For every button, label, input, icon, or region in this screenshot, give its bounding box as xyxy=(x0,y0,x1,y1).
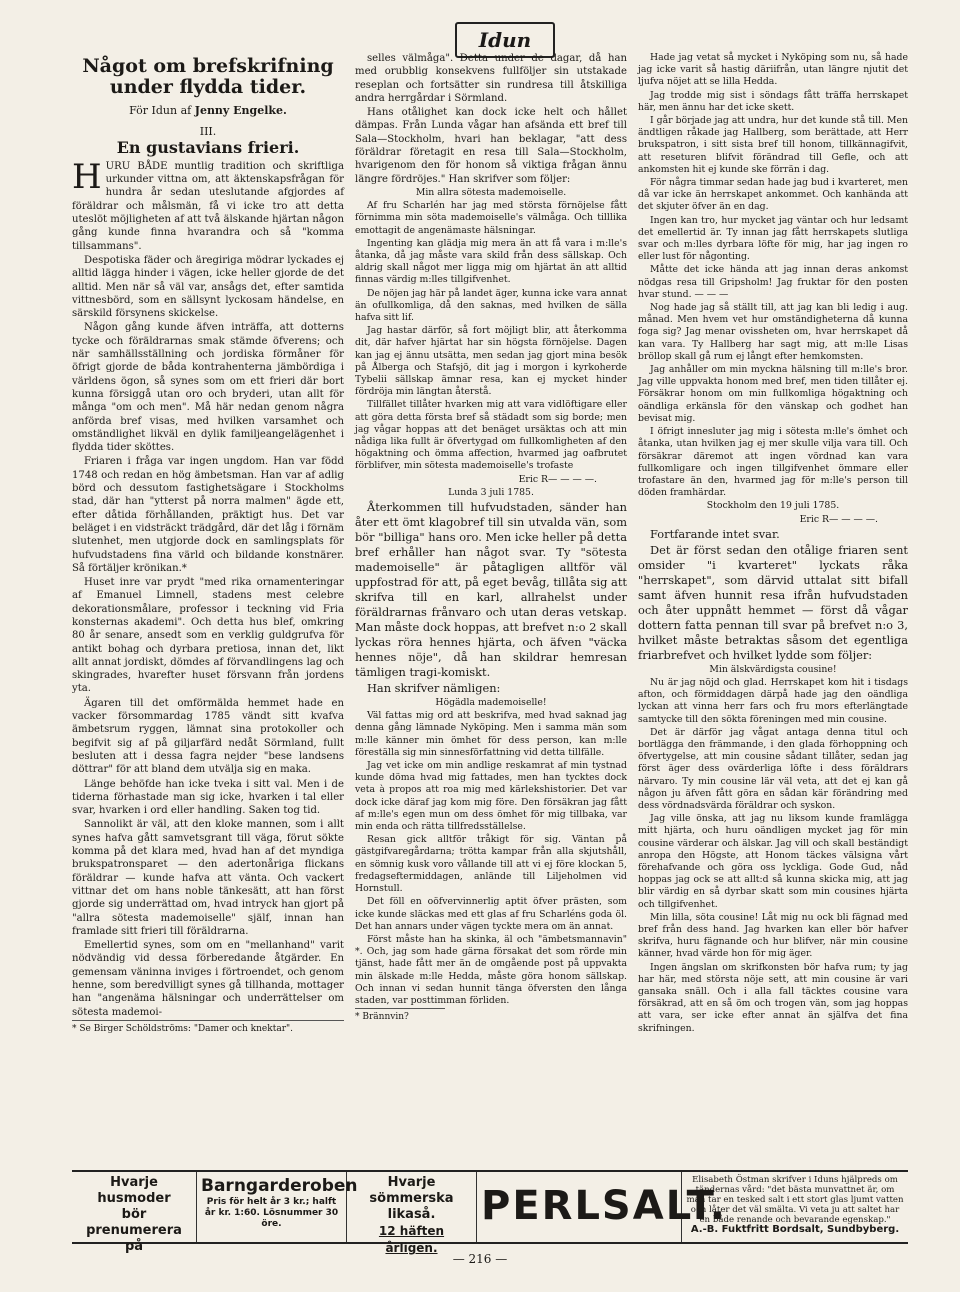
column-1 xyxy=(72,52,344,1037)
paragraph: Återkommen till hufvudstaden, sänder han åter ett ömt klagobref till sin utvalda vän, som bör "billiga" hans oro. Men icke heller på detta bref erhåller han något svar. Ty "sötesta mademoiselle" är påtagligen alltför väl uppfostrad för att, på eget bevåg, tillåta sig att skrifva till en karl, allrahelst under föräldrarnas frånvaro och utan deras vetskap. Man måste dock hoppas, att brefvet n:o 2 skall lyckas röra hennes hjärta, och äfven "väcka hennes nöje", då han skildrar hemresan tämligen tragi-komiskt. xyxy=(355,500,627,680)
paragraph: Väl fattas mig ord att beskrifva, med hvad saknad jag denna gång lämnade Nyköping. Men i samma män som m:lle känner min ömhet för dess person, kan m:lle föreställa sig min sinnesförfattning vid detta tillfälle. xyxy=(355,710,627,758)
paragraph: Jag anhåller om min myckna hälsning till m:lle's bror. Jag ville uppvakta honom med bref, men tiden tillåter ej. Försäkrar honom om min fullkomliga högaktning och oändliga erkänsla för den vänskap och godhet han bevisat mig. xyxy=(638,364,908,424)
paragraph: Despotiska fäder och äregiriga mödrar lyckades ej alltid lägga hinder i vägen, icke heller gjorde de det alltid. Men när så väl var, ansågs det, efter samtida vittnesbörd, som en sällsynt lyckosam händelse, en särskild försynens skickelse. xyxy=(72,254,344,320)
ad-perlsalt: PERLSALT. xyxy=(477,1172,682,1242)
byline: För Idun af Jenny Engelke. xyxy=(129,104,287,117)
column-3-middle xyxy=(638,527,908,663)
paragraph: För några timmar sedan hade jag bud i kvarteret, men då var icke än herrskapet ankommet. Och kanhända att det skjuter öfver än en dag. xyxy=(638,177,908,213)
letter-1-signature: Eric R— — — —. xyxy=(518,473,597,485)
author-name: Jenny Engelke. xyxy=(194,104,287,117)
paragraph: Emellertid synes, som om en "mellanhand" varit nödvändig vid dessa förberedande åtgärder. En gemensam väninna inviges i förtroendet, och genom henne, som beredvilligt synes gå tillhanda, mottager han "angenäma hälsningar och underrättelser om sötesta mademoi- xyxy=(72,940,344,1018)
masthead-logo: Idun xyxy=(455,22,555,58)
paragraph: Det är därför jag vågat antaga denna titul och bortlägga den främmande, i den glada förhoppning och öfvertygelse, att min cousine sådant tillåter, sedan jag först äger dess ovärderliga löfte i dess föräldrars närvaro. Ty min cousine lär väl veta, att det ej kan gå någon ju äfven fått göra en sådan kär förändring med dess vördnadsvärda föräldrar och syskon. xyxy=(638,726,908,811)
paragraph: I öfrigt innesluter jag mig i sötesta m:lle's ömhet och åtanka, utan hvilken jag ej mer skulle vilja vara till. Och försäkrar däremot att ingen vördnad kan vara fullkomligare och ingen tillgifvenhet ömmare eller trofastare än den, hvarmed jag för m:lle's person till döden framhärdar. xyxy=(638,426,908,499)
paragraph: Fortfarande intet svar. xyxy=(650,526,780,541)
paragraph: Det är först sedan den otålige friaren sent omsider "i kvarteret" lyckats råka "herrskapet", som därvid uttalat sitt bifall samt äfven hunnit resa ifrån hufvudstaden och åter uppnått hemmet — först då vågar dottern fatta pennan till svar på brefvet n:o 3, hvilket måste betraktas såsom det egentliga friarbrefvet och hvilket lydde som följer: xyxy=(638,542,908,662)
column-3 xyxy=(638,52,908,1036)
paragraph: Friaren i fråga var ingen ungdom. Han var född 1748 och redan en hög ämbetsman. Han var af adlig börd och dessutom fastighetsägare i Stockholms stad, där han "ytterst på norra malmen" ägde ett, efter dåtida förhållanden, präktigt hus. Det var beläget i en vidsträckt trädgård, där det låg i förnäm slutenhet, men utgjorde dock en samlingsplats för hufvudstadens fina värld och bildande konstnärer. Så förtäljer krönikan.* xyxy=(72,456,344,574)
letter-2-continued xyxy=(638,52,908,499)
paragraph: Jag trodde mig sist i söndags fått träffa herrskapet här, men ännu har det icke skett. xyxy=(638,89,908,113)
column-2-middle xyxy=(355,500,627,696)
ad-barngarderoben: Barngarderoben Pris för helt år 3 kr.; halft år kr. 1:60. Lösnummer 30 öre. xyxy=(197,1172,347,1242)
paragraph: Nog hade jag så ställt till, att jag kan bli ledig i aug. månad. Men hvem vet hur omständigheterna då kunna foga sig? Jag menar ovissheten om, hvar herrskapet då kan vara. Ty Hallberg har sagt mig, att m:lle Lisas bröllop skall gå rum ej långt efter hemkomsten. xyxy=(638,302,908,362)
paragraph: Tillfället tillåter hvarken mig att vara vidlöftigare eller att göra detta första bref så städadt som sig borde; men jag vågar hoppas att det benäget ursäktas och att min nådiga lika fullt är öfvertygad om fullkomligheten af den högaktning och ömma affection, hvarmed jag oafbrutet förblifver, min sötesta mademoiselle's trofaste xyxy=(355,399,627,472)
ad-sommerska: Hvarje sömmerska likaså. 12 häften årligen. xyxy=(347,1172,477,1242)
letter-2-date: Stockholm den 19 juli 1785. xyxy=(706,500,840,512)
paragraph: Jag ville önska, att jag nu liksom kunde framlägga mitt hjärta, och huru oändligen mycket jag för min cousine värderar och älskar. Jag vill och skall beständigt anropa den Högste, att Honom täckes välsigna vårt förehafvande och göra oss lyckliga. Gode Gud, nåd hoppas jag ock se att allt:d så kunna skicka mig, att jag blir värdig en så dyrbar skatt som min cousines hjärta och tillgifvenhet. xyxy=(638,813,908,910)
article-subtitle: En gustavians frieri. xyxy=(116,137,300,157)
paragraph: Länge behöfde han icke tveka i sitt val. Men i de tiderna förhastade man sig icke, hvarken i tal eller svar, hvarken i ord eller handling. Saken tog tid. xyxy=(72,778,344,817)
paragraph: Huset inre var prydt "med rika ornamenteringar af Emanuel Limnell, stadens mest celebre dekorationsmålare, professor i teckning vid Fria konsternas akademi". Och detta hus blef, omkring 80 år senare, ansedt som en verklig guldgrufva för antikt bohag och dyrbara pretiosa, innan det, likt allt annat jordiskt, dömdes af förvandlingens lag och skingrades, hvarefter huset försvann från jordens yta. xyxy=(72,577,344,695)
paragraph: Någon gång kunde äfven inträffa, att dotterns tycke och föräldrarnas smak stämde öfverens; och när samhällsställning och jordiska förmåner för öfrigt gjorde de båda kontrahenterna jämbördiga i världens ögon, så synes som om ett frieri där bort kunna försiggå utan oro och bryderi, utan allt för många "om och men". Må här nedan genom några anförda bref visas, med hvilken varsamhet och omständlighet likväl en dylik familjeangelägenhet i flydda tider sköttes. xyxy=(72,322,344,454)
paragraph: Måtte det icke hända att jag innan deras ankomst nödgas resa till Gripsholm! Jag fruktar för den posten hvar stund. — — — xyxy=(638,264,908,300)
column-2 xyxy=(355,52,627,1025)
ad-perlsalt-testimonial: Elisabeth Östman skrifver i Iduns hjälpreds om tändernas vård: "det bästa munvattnet är, om man tar en tesked salt i ett stort glas ljumt vatten och låter det väl smälta. Vi veta ju att saltet har en både renande och bevarande egenskap." A.-B. Fuktfritt Bordsalt, Sundbyberg. xyxy=(686,1175,904,1235)
letter-2-signature: Eric R— — — —. xyxy=(799,513,878,525)
footnote-1: * Se Birger Schöldströms: "Damer och knektar". xyxy=(72,1020,344,1036)
letter-2 xyxy=(355,697,627,1007)
paragraph: Högädla mademoiselle! xyxy=(435,697,547,709)
advertisement-strip xyxy=(72,1170,908,1255)
column-2-intro xyxy=(355,52,627,186)
ad-company-name: A.-B. Fuktfritt Bordsalt, Sundbyberg. xyxy=(690,1224,900,1235)
paragraph: Nu är jag nöjd och glad. Herrskapet kom hit i tisdags afton, och förmiddagen därpå hade jag den oändliga lyckan att vinna herr fars och fru mors efterlängtade samtycke till den sökta föreningen med min cousine. xyxy=(638,676,908,725)
paragraph: Resan gick alltför tråkigt för sig. Väntan på gästgifvaregårdarna; trötta kampar från alla skjutshåll, en sömnig kusk voro vållande till att vi ej före klockan 5, fredagseftermiddagen, anlände till Liljeholmen vid Hornstull. xyxy=(355,834,627,895)
paragraph: Det föll en oöfvervinnerlig aptit öfver prästen, som icke kunde släckas med ett glas af fru Scharléns goda öl. Det han annars under vägen tyckte mera om än annat. xyxy=(355,896,627,932)
ad-husmoder: Hvarje husmoder bör prenumerera på xyxy=(72,1172,197,1242)
paragraph: Hade jag vetat så mycket i Nyköping som nu, så hade jag icke varit så hastig däriifrån, utan längre njutit det ljufva nöjet att se lilla Hedda. xyxy=(638,52,908,88)
paragraph: Min allra sötesta mademoiselle. xyxy=(415,186,567,198)
paragraph: Ingen kan tro, hur mycket jag väntar och hur ledsamt det emellertid är. Ty innan jag fått herrskapets slutliga svar och m:lles dyrbara löfte för mig, har jag ingen ro eller lust för någonting. xyxy=(638,214,908,263)
paragraph: De nöjen jag här på landet äger, kunna icke vara annat än ofullkomliga, då den saknas, med hvilken de sälla hafva sitt lif. xyxy=(355,287,627,323)
letter-3 xyxy=(638,664,908,1035)
letter-1-date: Lunda 3 juli 1785. xyxy=(448,486,534,498)
paragraph: I går började jag att undra, hur det kunde stå till. Men ändtligen råkade jag Hallberg, som berättade, att Herr brukspatron, i sitt sista bref till honom, tillkännagifvit, att reseturen blifvit förändrad till Gefle, och att ankomsten hit ej kunde ske förrän i dag. xyxy=(638,115,908,175)
part-number: III. xyxy=(199,125,217,139)
paragraph: Ingen ängslan om skrifkonsten bör hafva rum; ty jag har här, med största nöje sett, att min cousine är vari gansaka snäll. Och i alla fall täcktes cousine vara försäkrad, att en så öm och trogen vän, som jag hoppas att vara, ser icke efter annat än själfva det fina skrifningen. xyxy=(638,961,908,1034)
paragraph: Hans otålighet kan dock icke helt och hållet dämpas. Från Lunda vågar han afsända ett bref till Sala—Stockholm, hvari han beklagar, "att dess föräldrar företagit en resa till Sala—Stockholm, hvarigenom den för honom så viktiga frågan ännu längre fördröjes." Han skrifver som följer: xyxy=(355,107,627,185)
paragraph: Min älskvärdigsta cousine! xyxy=(709,663,837,675)
letter-1 xyxy=(355,187,627,473)
paragraph: Min lilla, söta cousine! Låt mig nu ock bli fägnad med bref från dess hand. Jag hvarken kan eller bör hafver skrifva, huru fägnande och hur blifver, när min cousine känner, hvad värde hon för mig äger. xyxy=(638,911,908,960)
paragraph: Jag vet icke om min andlige reskamrat af min tystnad kunde döma hvad mig fattades, men han tycktes dock veta à propos att roa mig med kärlekshistorier. Det var dock icke däraf jag kom mig före. Den försäkran jag fått af m:lle's egen mun om dess ömhet för mig tillbaka, var min enda och rätta tillfredsställelse. xyxy=(355,760,627,833)
paragraph: Först måste han ha skinka, äl och "ämbetsmannavin" *. Och, jag som hade gärna försakat det som rörde min tjänst, hade fått mer än de omgående post på uppvakta min älskade m:lle Hedda, måste göra honom sällskap. Och innan vi sedan hunnit tänga öfversten den långa staden, var posttimman förliden. xyxy=(355,933,627,1006)
paragraph: Han skrifver nämligen: xyxy=(367,681,501,696)
paragraph: Ägaren till det omförmälda hemmet hade en vacker försommardag 1785 vändt sitt kvafva ämbetsrum ryggen, lämnat sina protokoller och begifvit sig af på giljarfärd nedåt Sörmland, fullt besluten att i dessa fagra nejder "bese landsens döttrar" för att bland dem utvälja sig en maka. xyxy=(72,697,344,776)
footnote-2: * Brännvin? xyxy=(355,1008,445,1024)
paragraph: Af fru Scharlén har jag med största förnöjelse fått förnimma min söta mademoiselle's välmåga. Och tilllika emottagit de angenämaste hälsningar. xyxy=(355,200,627,236)
drop-cap: H xyxy=(72,156,102,197)
paragraph: selles välmåga". Detta under de dagar, då han med orubblig konsekvens fullföljer sin utstakade reseplan och fortsätter sin rundresa till åtskilliga andra herrgårdar i Sörmland. xyxy=(355,53,627,104)
page-number: — 216 — xyxy=(452,1252,508,1266)
paragraph: Jag hastar därför, så fort möjligt blir, att återkomma dit, där hafver hjärtat har sin högsta förnöjelse. Dagen kan jag ej ännu utsätta, men sedan jag gjort mina besök på Ålberga och Stafsjö, dit jag i morgon i kyrkoherde Tybelii sällskap ämnar resa, kan ej mycket hinder fördröja min längtan återstå. xyxy=(355,325,627,398)
article-title: Något om brefskrifning under flydda tider. xyxy=(82,55,334,98)
paragraph: Sannolikt är väl, att den kloke mannen, som i allt synes hafva gått samvetsgrant till väga, förut sökte komma på det klara med, hvad han af det myndiga brukspatronsparet — den adertonåriga flickans föräldrar — kunde hafva att vänta. Och vackert vittnar det om hans noble tänkesätt, att han först gjorde sig underrättad om, hvad intryck han gjort på "allra sötesta mademoiselle" själf, innan han framlade sitt frieri till föräldrarna. xyxy=(72,819,344,937)
column-1-text xyxy=(72,156,344,1019)
paragraph: HURU BÅDE muntlig tradition och skriftliga urkunder vittna om, att äktenskapsfrågan för hundra år sedan uteslutande afgjordes af föräldrar och målsmän, få vi icke tro att detta uteslöt möjligheten af att två älskande hjärtan någon gång kunde finna hvarandra och så "komma tillsammans". xyxy=(72,156,344,252)
paragraph: Ingenting kan glädja mig mera än att få vara i m:lle's åtanka, då jag måste vara skild från dess sällskap. Och aldrig skall något mer ligga mig om hjärtat än att alltid finnas värdig m:lles tillgifvenhet. xyxy=(355,237,627,286)
